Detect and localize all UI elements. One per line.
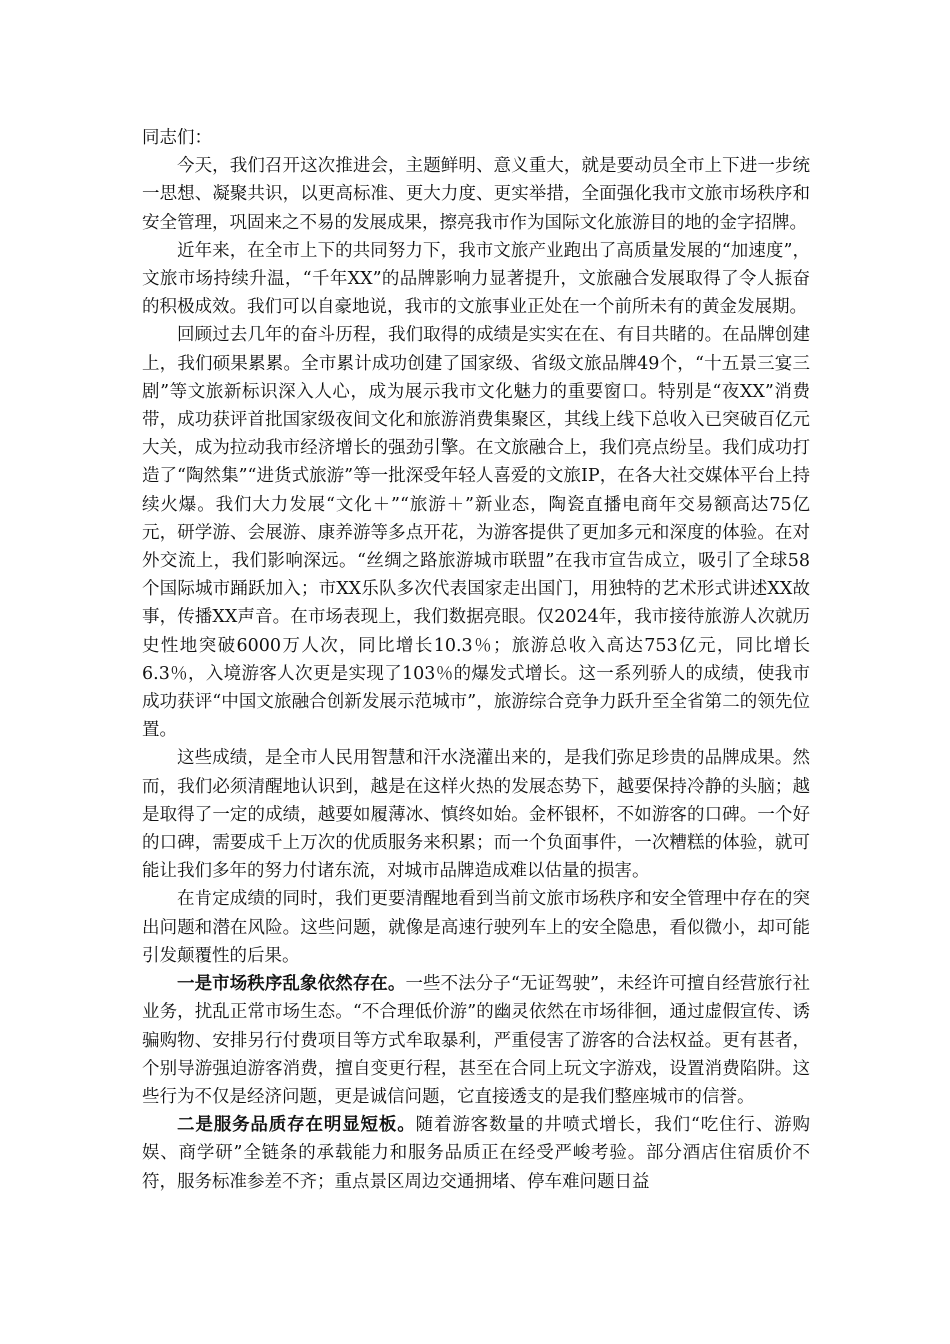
paragraph-opening: 今天，我们召开这次推进会，主题鲜明、意义重大，就是要动员全市上下进一步统一思想、凝聚共识，以更高标准、更大力度、更实举措，全面强化我市文旅市场秩序和安全管理，巩固来之不易的发展成果，擦亮我市作为国际文化旅游目的地的金字招牌。 — [142, 156, 810, 233]
point-2-heading: 二是服务品质存在明显短板。 — [177, 1115, 416, 1136]
paragraph-point-2 — [142, 1111, 810, 1196]
point-2-text: 随着游客数量的井喷式增长，我们“吃住行、游购娱、商学研”全链条的承载能力和服务品质正在经受严峻考验。部分酒店住宿质价不符，服务标准参差不齐；重点景区周边交通拥堵、停车难问题日益 — [142, 1115, 810, 1192]
salutation: 同志们： — [142, 128, 212, 148]
paragraph-reflection: 这些成绩，是全市人民用智慧和汗水浇灌出来的，是我们弥足珍贵的品牌成果。然而，我们必须清醒地认识到，越是在这样火热的发展态势下，越要保持冷静的头脑；越是取得了一定的成绩，越要如履薄冰、慎终如始。金杯银杯，不如游客的口碑。一个好的口碑，需要成千上万次的优质服务来积累；而一个负面事件，一次糟糕的体验，就可能让我们多年的努力付诸东流，对城市品牌造成难以估量的损害。 — [142, 748, 810, 882]
point-1-text: 一些不法分子“无证驾驶”，未经许可擅自经营旅行社业务，扰乱正常市场生态。“不合理低价游”的幽灵依然在市场徘徊，通过虚假宣传、诱骗购物、安排另行付费项目等方式牟取暴利，严重侵害了游客的合法权益。更有甚者，个别导游强迫游客消费，擅自变更行程，甚至在合同上玩文字游戏，设置消费陷阱。这些行为不仅是经济问题，更是诚信问题，它直接透支的是我们整座城市的信誉。 — [142, 974, 810, 1107]
document-body — [142, 124, 810, 1196]
paragraph-point-1 — [142, 970, 810, 1111]
paragraph-achievements: 回顾过去几年的奋斗历程，我们取得的成绩是实实在在、有目共睹的。在品牌创建上，我们硕果累累。全市累计成功创建了国家级、省级文旅品牌49个，“十五景三宴三剧”等文旅新标识深入人心，成为展示我市文化魅力的重要窗口。特别是“夜XX”消费带，成功获评首批国家级夜间文化和旅游消费集聚区，其线上线下总收入已突破百亿元大关，成为拉动我市经济增长的强劲引擎。在文旅融合上，我们亮点纷呈。我们成功打造了“陶然集”“进货式旅游”等一批深受年轻人喜爱的文旅IP，在各大社交媒体平台上持续火爆。我们大力发展“文化＋”“旅游＋”新业态，陶瓷直播电商年交易额高达75亿元，研学游、会展游、康养游等多点开花，为游客提供了更加多元和深度的体验。在对外交流上，我们影响深远。“丝绸之路旅游城市联盟”在我市宣告成立，吸引了全球58个国际城市踊跃加入；市XX乐队多次代表国家走出国门，用独特的艺术形式讲述XX故事，传播XX声音。在市场表现上，我们数据亮眼。仅2024年，我市接待旅游人次就历史性地突破6000万人次，同比增长10.3％；旅游总收入高达753亿元，同比增长6.3％，入境游客人次更是实现了103％的爆发式增长。这一系列骄人的成绩，使我市成功获评“中国文旅融合创新发展示范城市”，旅游综合竞争力跃升至全省第二的领先位置。 — [142, 325, 810, 741]
point-1-heading: 一是市场秩序乱象依然存在。 — [177, 974, 406, 995]
paragraph-recent-years: 近年来，在全市上下的共同努力下，我市文旅产业跑出了高质量发展的“加速度”，文旅市场持续升温，“千年XX”的品牌影响力显著提升，文旅融合发展取得了令人振奋的积极成效。我们可以自豪地说，我市的文旅事业正处在一个前所未有的黄金发展期。 — [142, 240, 810, 318]
paragraph-problems-intro: 在肯定成绩的同时，我们更要清醒地看到当前文旅市场秩序和安全管理中存在的突出问题和潜在风险。这些问题，就像是高速行驶列车上的安全隐患，看似微小，却可能引发颠覆性的后果。 — [142, 889, 810, 966]
